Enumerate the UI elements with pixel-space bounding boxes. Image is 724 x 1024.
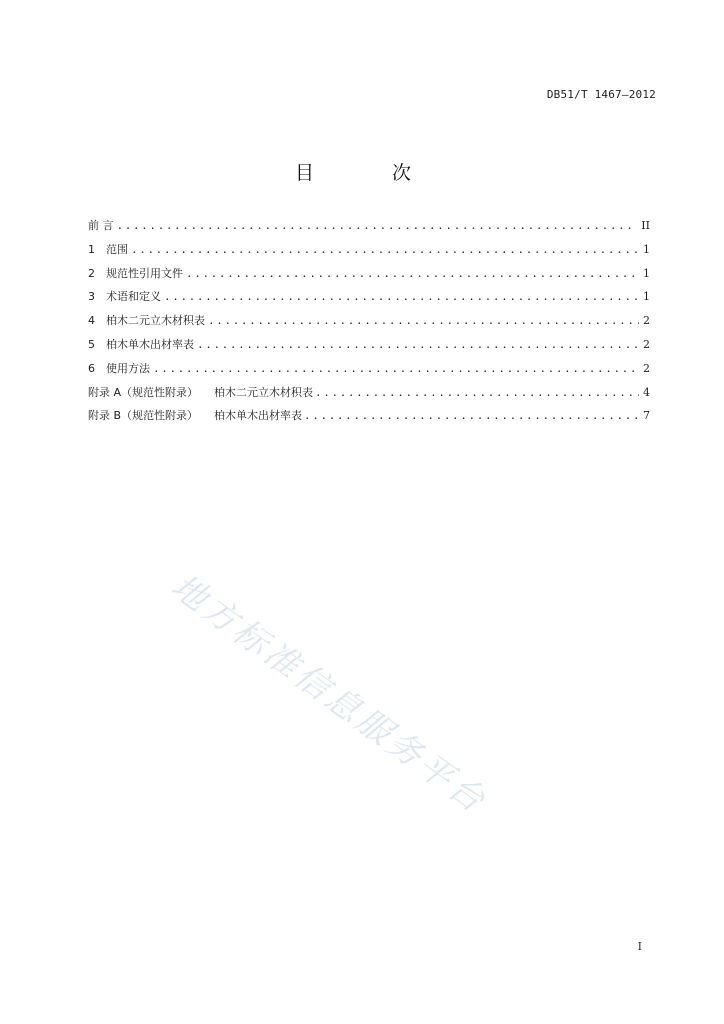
dot-leader [131,243,639,257]
toc-entry-page: 1 [643,242,650,256]
toc-entry-label: 柏木单木出材率表 [106,337,194,351]
toc-entry-label: 使用方法 [106,361,150,375]
toc-entry-page: 7 [643,409,650,423]
toc-entry-page: 2 [643,361,650,375]
toc-entry-number: 2 [88,266,95,280]
dot-leader [208,314,639,328]
toc-entry-number: 3 [88,290,95,304]
toc-entry-terms-definitions[interactable] [88,290,650,314]
watermark: 地方标准信息服务平台 [163,566,495,823]
toc-entry-appendix-a[interactable] [88,386,650,410]
toc-entry-subtitle: 柏木二元立木材积表 [214,385,314,399]
toc-entry-label: 前 言 [88,219,114,232]
toc-entry-usage[interactable] [88,362,650,386]
dot-leader [197,338,639,352]
toc-entry-label: 术语和定义 [106,290,161,304]
toc-entry-label: 规范性引用文件 [106,266,183,280]
toc-entry-number: 1 [88,242,95,256]
toc-entry-normative-references[interactable] [88,267,650,291]
dot-leader [153,362,639,376]
dot-leader [315,386,639,400]
toc-entry-page: 4 [643,385,650,399]
dot-leader [164,290,639,304]
toc-entry-label: 附录 A（规范性附录） [88,385,199,399]
toc-entry-subtitle: 柏木单木出材率表 [214,409,303,423]
toc-entry-page: 1 [643,266,650,280]
dot-leader [117,219,638,233]
dot-leader [304,409,639,423]
toc-entry-label: 柏木二元立木材积表 [106,314,205,328]
toc-entry-yield-table[interactable] [88,338,650,362]
toc-entry-page: II [641,219,650,232]
toc-entry-scope[interactable] [88,243,650,267]
toc-entry-number: 5 [88,337,95,351]
toc-entry-page: 1 [643,290,650,304]
toc-entry-page: 2 [643,337,650,351]
toc-entry-label: 范围 [106,242,128,256]
page-number: I [637,940,642,953]
toc-entry-volume-table[interactable] [88,314,650,338]
document-code: DB51/T 1467—2012 [546,88,656,101]
toc-entry-number: 6 [88,361,95,375]
toc-title: 目 次 [294,162,448,184]
toc-entry-label: 附录 B（规范性附录） [88,409,199,423]
table-of-contents [88,219,650,433]
toc-entry-page: 2 [643,314,650,328]
toc-entry-foreword[interactable] [88,219,650,243]
dot-leader [186,267,639,281]
toc-entry-number: 4 [88,314,95,328]
toc-entry-appendix-b[interactable] [88,409,650,433]
